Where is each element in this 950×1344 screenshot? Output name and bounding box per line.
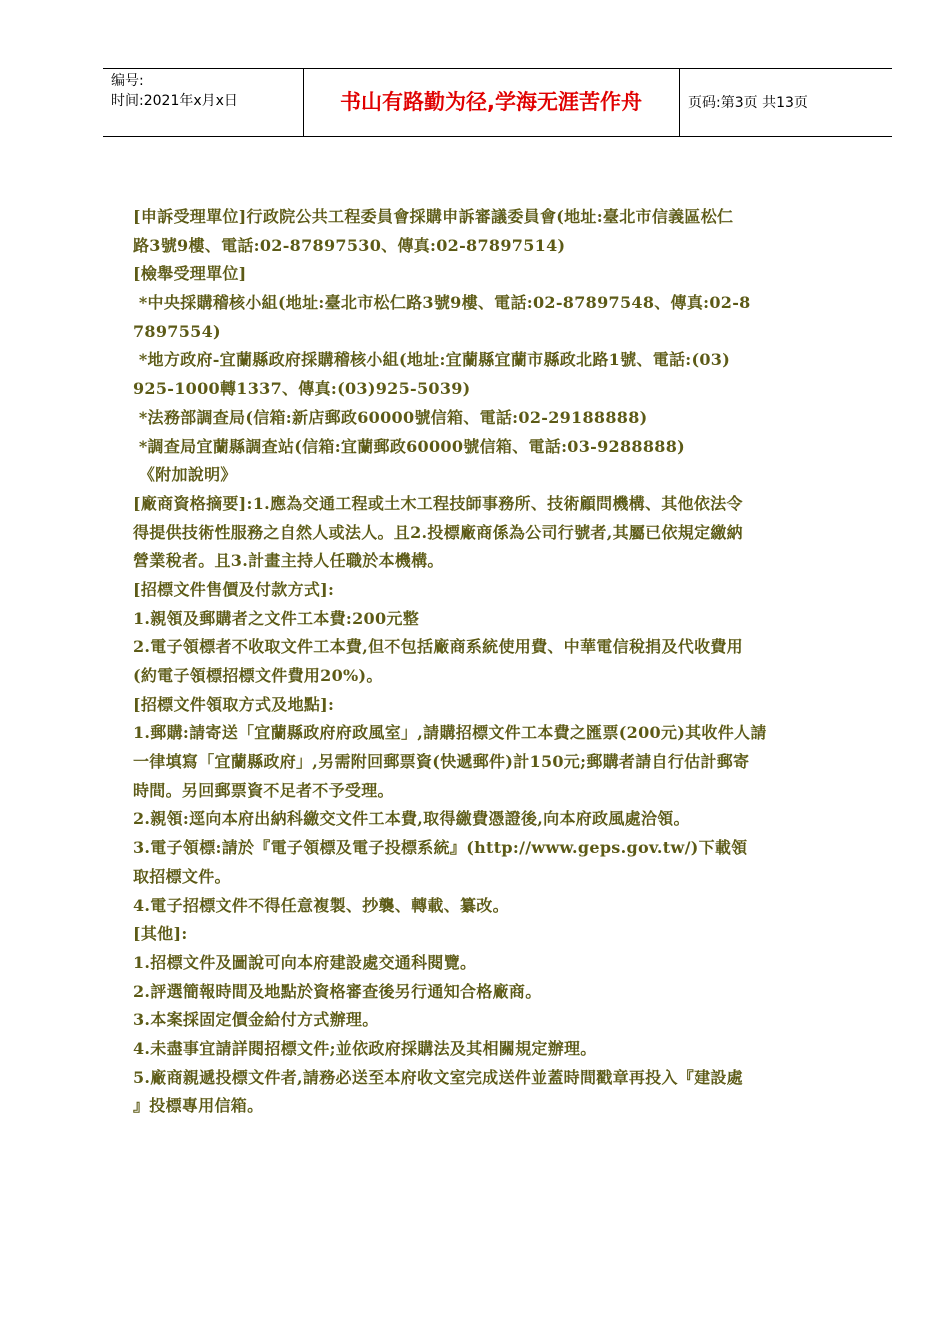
body-text-line: [申訴受理單位]行政院公共工程委員會採購申訴審議委員會(地址:臺北市信義區松仁 bbox=[133, 207, 734, 226]
body-text-line: (約電子領標招標文件費用20%)。 bbox=[133, 666, 383, 685]
body-text-line: 5.廠商親遞投標文件者,請務必送至本府收文室完成送件並蓋時間戳章再投入『建設處 bbox=[133, 1067, 743, 1087]
body-text-line: 7897554) bbox=[133, 321, 221, 341]
page-number-info: 页码:第3页 共13页 bbox=[688, 95, 808, 111]
header-divider-right bbox=[679, 69, 680, 136]
body-text-line: *中央採購稽核小組(地址:臺北市松仁路3號9樓、電話:02-87897548、傳真:02-8 bbox=[133, 293, 751, 313]
body-text-line: 《附加說明》 bbox=[133, 465, 237, 485]
page-header bbox=[103, 68, 892, 137]
body-text-line: 時間。另回郵票資不足者不予受理。 bbox=[133, 780, 394, 800]
body-text-line: 3.電子領標:請於『電子領標及電子投標系統』(http://www.geps.gov.tw/)下載領 bbox=[133, 838, 748, 858]
body-text-line: [檢舉受理單位] bbox=[133, 264, 247, 284]
body-text-line: 得提供技術性服務之自然人或法人。且2.投標廠商係為公司行號者,其屬已依規定繳納 bbox=[133, 522, 743, 542]
body-text-line: *法務部調查局(信箱:新店郵政60000號信箱、電話:02-29188888) bbox=[133, 407, 648, 427]
body-text-line: 925-1000轉1337、傳真:(03)925-5039) bbox=[133, 379, 471, 399]
body-text-line: 3.本案採固定價金給付方式辦理。 bbox=[133, 1010, 379, 1030]
body-text-line: 2.電子領標者不收取文件工本費,但不包括廠商系統使用費、中華電信稅捐及代收費用 bbox=[133, 637, 743, 657]
body-text-line: [廠商資格摘要]:1.應為交通工程或土木工程技師事務所、技術顧問機構、其他依法令 bbox=[133, 493, 743, 513]
body-text-line: *地方政府-宜蘭縣政府採購稽核小組(地址:宜蘭縣宜蘭市縣政北路1號、電話:(03) bbox=[133, 350, 731, 370]
body-text-line: 取招標文件。 bbox=[133, 866, 231, 886]
document-time-label: 时间:2021年x月x日 bbox=[111, 93, 238, 109]
body-text-line: 2.評選簡報時間及地點於資格審查後另行通知合格廠商。 bbox=[133, 981, 542, 1001]
body-text-line: [招標文件領取方式及地點]: bbox=[133, 694, 335, 714]
body-text-line: 2.親領:逕向本府出納科繳交文件工本費,取得繳費憑證後,向本府政風處洽領。 bbox=[133, 809, 690, 829]
body-text-line: 4.電子招標文件不得任意複製、抄襲、轉載、纂改。 bbox=[133, 895, 509, 915]
body-text-line: 營業稅者。且3.計畫主持人任職於本機構。 bbox=[133, 551, 444, 571]
body-text-line: *調查局宜蘭縣調查站(信箱:宜蘭郵政60000號信箱、電話:03-9288888) bbox=[133, 436, 685, 456]
body-text-line: 1.郵購:請寄送「宜蘭縣政府府政風室」,請購招標文件工本費之匯票(200元)其收件人請 bbox=[133, 723, 767, 743]
header-info bbox=[111, 71, 238, 111]
document-body bbox=[133, 203, 888, 1121]
body-text-line: 一律填寫「宜蘭縣政府」,另需附回郵票資(快遞郵件)計150元;郵購者請自行估計郵寄 bbox=[133, 752, 750, 772]
body-text-line: [其他]: bbox=[133, 924, 188, 944]
body-text-line: 4.未盡事宜請詳閱招標文件;並依政府採購法及其相關規定辦理。 bbox=[133, 1038, 597, 1058]
body-text-line: [招標文件售價及付款方式]: bbox=[133, 579, 335, 599]
document-number-label: 编号: bbox=[111, 73, 144, 89]
header-motto: 书山有路勤为径,学海无涯苦作舟 bbox=[340, 90, 642, 114]
body-text-line: 路3號9樓、電話:02-87897530、傳真:02-87897514) bbox=[133, 235, 566, 255]
body-text-line: 1.招標文件及圖說可向本府建設處交通科閱覽。 bbox=[133, 952, 477, 972]
body-text-line: 』投標專用信箱。 bbox=[133, 1096, 264, 1116]
body-text-line: 1.親領及郵購者之文件工本費:200元整 bbox=[133, 608, 420, 628]
